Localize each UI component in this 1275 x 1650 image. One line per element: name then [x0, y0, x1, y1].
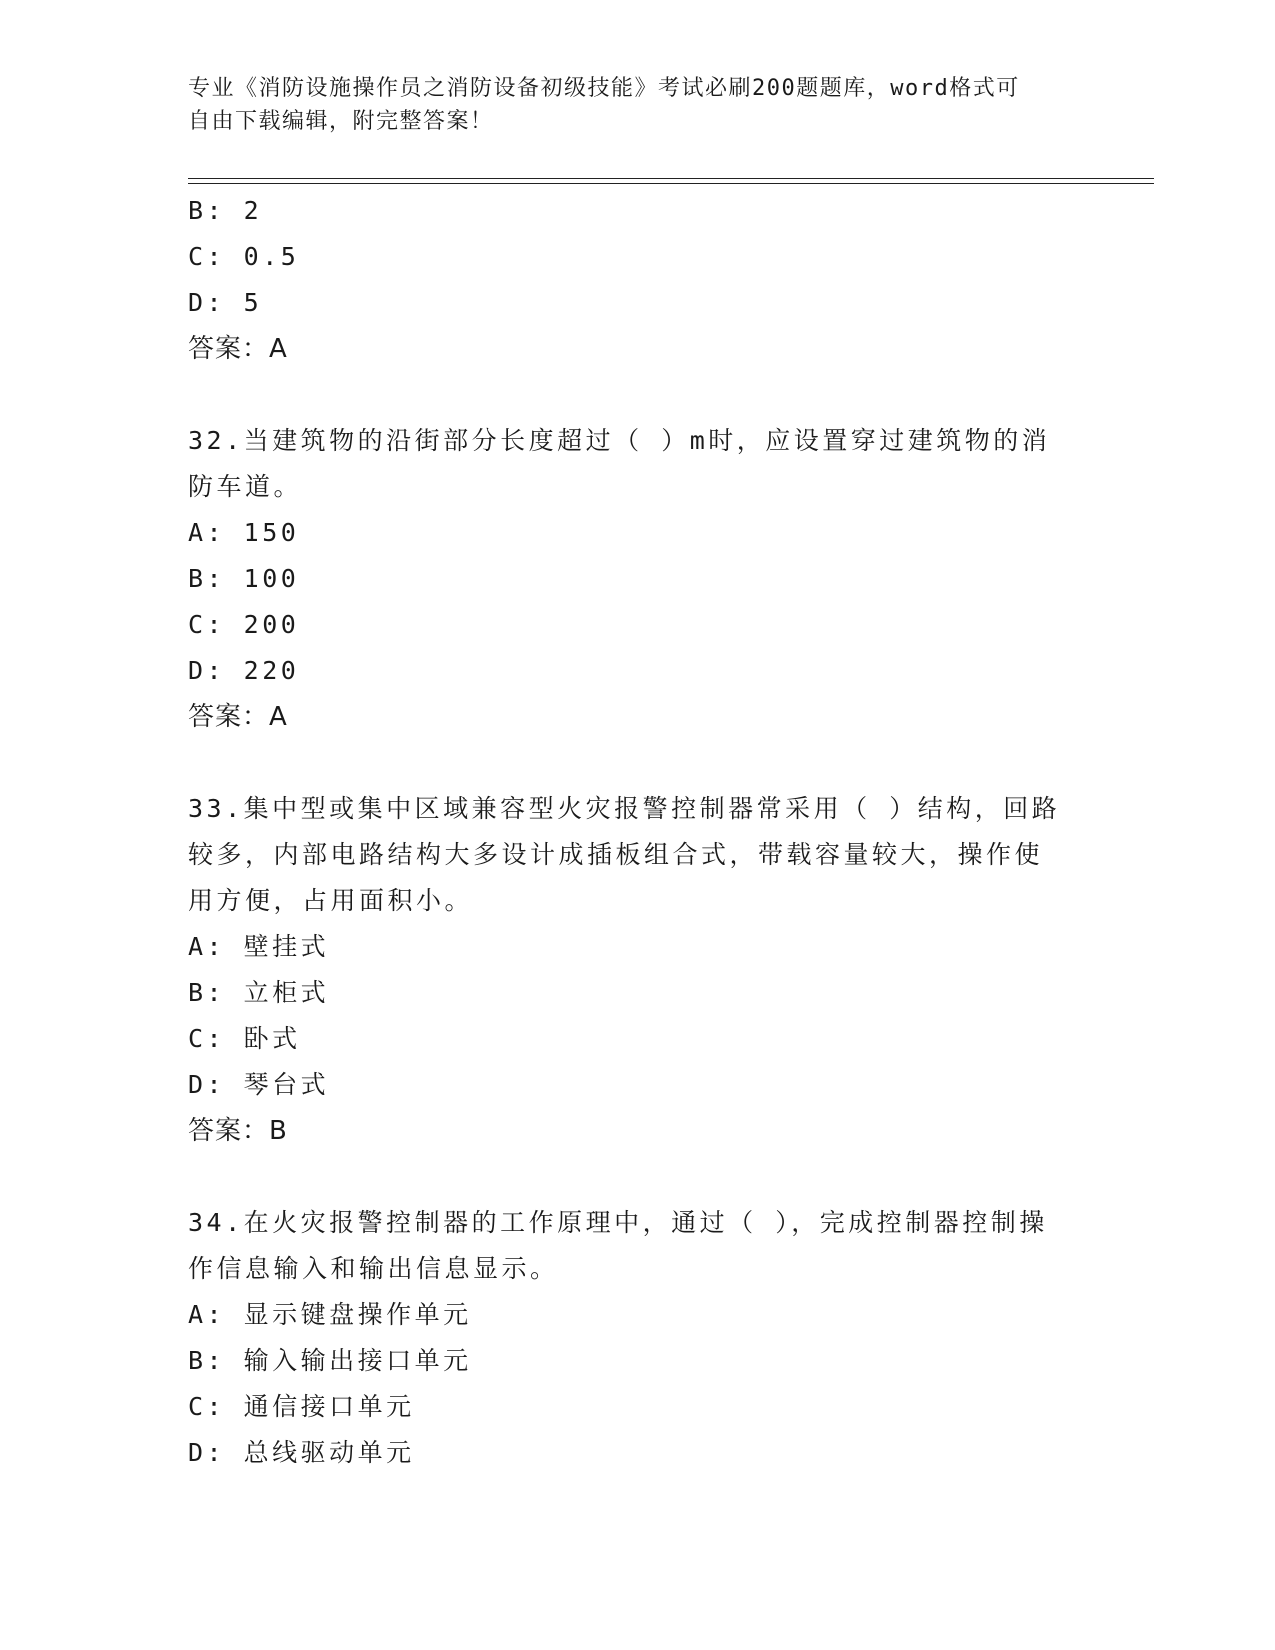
question-text-line: 防车道。: [188, 472, 303, 501]
question-34: [188, 1200, 1088, 1476]
option-text: 200: [243, 610, 300, 639]
option-text: 220: [243, 656, 300, 685]
option-label: D:: [188, 656, 226, 685]
option-item: [188, 188, 1088, 234]
option-text: 150: [243, 518, 300, 547]
option-label: C:: [188, 1392, 226, 1421]
option-text: 0.5: [243, 242, 300, 271]
option-item: [188, 1338, 1088, 1384]
option-text: 立柜式: [243, 978, 330, 1007]
option-text: 总线驱动单元: [243, 1438, 415, 1467]
spacer: [188, 1154, 1088, 1200]
option-text: 5: [243, 288, 263, 317]
option-item: [188, 280, 1088, 326]
question-text-line: 32.当建筑物的沿街部分长度超过（ ）m时，应设置穿过建筑物的消: [188, 426, 1051, 455]
question-content: [188, 188, 1088, 1476]
option-item: [188, 1016, 1088, 1062]
option-label: D:: [188, 288, 226, 317]
option-text: 输入输出接口单元: [243, 1346, 472, 1375]
option-item: [188, 556, 1088, 602]
carryover-block: [188, 188, 1088, 372]
option-text: 显示键盘操作单元: [243, 1300, 472, 1329]
option-text: 通信接口单元: [243, 1392, 415, 1421]
option-item: [188, 234, 1088, 280]
answer-line: 答案：A: [188, 334, 288, 364]
option-item: [188, 1292, 1088, 1338]
option-item: [188, 1430, 1088, 1476]
document-header: [188, 72, 1088, 138]
answer-line: 答案：A: [188, 702, 288, 732]
header-rule-bottom: [188, 183, 1154, 184]
option-text: 2: [243, 196, 263, 225]
option-item: [188, 602, 1088, 648]
spacer: [188, 740, 1088, 786]
question-text-line: 作信息输入和输出信息显示。: [188, 1254, 559, 1283]
question-text-line: 33.集中型或集中区域兼容型火灾报警控制器常采用（ ）结构，回路: [188, 794, 1061, 823]
option-item: [188, 510, 1088, 556]
question-text-line: 较多，内部电路结构大多设计成插板组合式，带载容量较大，操作使: [188, 840, 1044, 869]
option-label: D:: [188, 1438, 226, 1467]
option-label: A:: [188, 1300, 226, 1329]
option-label: C:: [188, 1024, 226, 1053]
answer-line: 答案：B: [188, 1116, 288, 1146]
question-text-line: 用方便，占用面积小。: [188, 886, 474, 915]
option-item: [188, 1384, 1088, 1430]
option-label: B:: [188, 978, 226, 1007]
option-text: 卧式: [243, 1024, 301, 1053]
question-text-line: 34.在火灾报警控制器的工作原理中，通过（ ），完成控制器控制操: [188, 1208, 1048, 1237]
option-item: [188, 924, 1088, 970]
header-line-2: 自由下载编辑，附完整答案！: [188, 109, 494, 134]
option-label: A:: [188, 932, 226, 961]
option-label: C:: [188, 242, 226, 271]
option-label: B:: [188, 564, 226, 593]
question-33: [188, 786, 1088, 1154]
option-item: [188, 648, 1088, 694]
option-label: B:: [188, 196, 226, 225]
option-text: 琴台式: [243, 1070, 330, 1099]
option-item: [188, 1062, 1088, 1108]
header-rule-top: [188, 178, 1154, 179]
option-label: B:: [188, 1346, 226, 1375]
option-item: [188, 970, 1088, 1016]
spacer: [188, 372, 1088, 418]
option-text: 壁挂式: [243, 932, 330, 961]
option-label: D:: [188, 1070, 226, 1099]
header-line-1: 专业《消防设施操作员之消防设备初级技能》考试必刷200题题库，word格式可: [188, 76, 1020, 101]
question-32: [188, 418, 1088, 740]
option-label: A:: [188, 518, 226, 547]
option-label: C:: [188, 610, 226, 639]
option-text: 100: [243, 564, 300, 593]
